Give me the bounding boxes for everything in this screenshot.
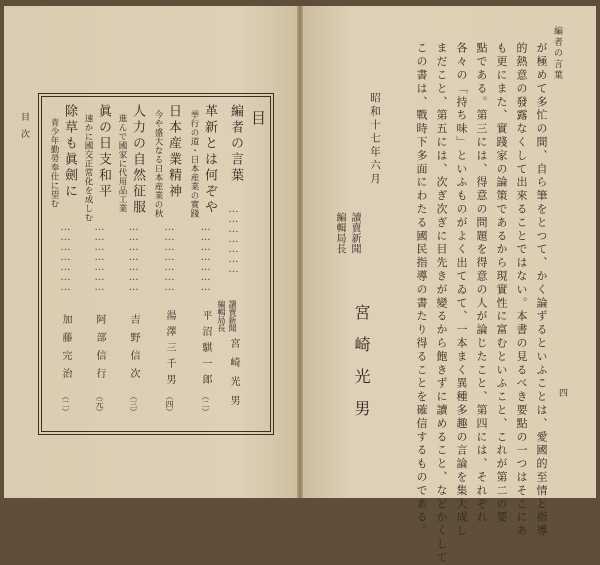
toc-leader-dots: ………………… — [164, 222, 175, 292]
body-line: が極めて多忙の間、自ら筆をとつて、かく論ずるといふことは、愛國的至情と指導 — [535, 42, 548, 538]
toc-entry-editors-words[interactable] — [216, 104, 250, 422]
toc-entry-subtitle: 挙行の道・日本産業の實踐 — [189, 110, 199, 218]
toc-leader-dots: ………………… — [60, 222, 71, 292]
toc-entry-nisshi-wahei[interactable] — [80, 104, 114, 422]
body-line: まだこと、第五には、次ぎ次ぎに目先きが變るから飽きずに讀めること、などかくして — [435, 42, 448, 565]
toc-leader-dots: ………………… — [228, 204, 239, 274]
toc-entry-page: （二） — [61, 392, 70, 416]
toc-entry-author: 阿部信行 — [94, 314, 105, 386]
running-head: 編者の言葉 — [552, 26, 562, 81]
toc-entry-jinryoku[interactable] — [114, 104, 148, 422]
toc-entry-affiliation: 讀賣新聞 編輯局長 — [217, 300, 237, 332]
toc-entry-author: 吉野信次 — [128, 314, 139, 386]
toc-entry-subtitle: 今や盛大なる日本産業の秋 — [153, 110, 163, 218]
body-line: も更にまた、實踐家の論策であるから現實性に富むといふこと、これが第二の要 — [495, 42, 508, 525]
toc-entry-subtitle: 青少年勤勞奉仕に望む — [49, 118, 59, 208]
toc-entry-sangyo-seishin[interactable] — [150, 104, 184, 422]
body-line: この書は、戰時下多面にわたる國民指導の書たり得ることを確信するものである。 — [415, 42, 428, 538]
margin-heading: 目次 — [19, 112, 29, 146]
toc-entry-author: 宮崎光男 — [228, 338, 239, 414]
toc-entry-title: 眞の日支和平 — [96, 104, 111, 200]
book-gutter — [297, 6, 303, 498]
toc-leader-dots: ………………… — [128, 222, 139, 292]
preface-date: 昭和十七年六月 — [369, 92, 381, 187]
toc-entry-page: （三） — [129, 392, 138, 416]
page-number: 四 — [557, 388, 567, 397]
toc-leader-dots: ………………… — [200, 222, 211, 292]
toc-entry-page: （二） — [201, 392, 210, 416]
toc-entry-subtitle: 速かに國交正常化を成しむ — [83, 114, 93, 222]
toc-entry-josou[interactable] — [46, 104, 80, 422]
toc-entry-subtitle: 進んで國家に代用品工業 — [117, 114, 127, 213]
toc-entry-title: 除草も眞劍に — [62, 104, 77, 200]
toc-entry-title: 人力の自然征服 — [130, 104, 145, 216]
toc-entry-author: 湯澤三千男 — [164, 310, 175, 390]
toc-entry-title: 編者の言葉 — [228, 104, 243, 184]
body-line: 點である。第三には、得意の問題を得意の人が論じたこと、第四には、それぞれ — [475, 42, 488, 525]
signature-affiliation: 讀賣新聞 編輯局長 — [334, 212, 360, 254]
toc-entry-author: 加藤完治 — [60, 314, 71, 386]
signature-name: 宮崎光男 — [352, 304, 371, 432]
toc-title: 目 — [249, 110, 267, 139]
toc-entry-page: （元） — [95, 392, 104, 416]
toc-entry-kakushin[interactable] — [186, 104, 220, 422]
toc-leader-dots: ………………… — [94, 222, 105, 292]
toc-entry-author: 平沼騏一郎 — [200, 310, 211, 390]
toc-entry-title: 日本産業精神 — [166, 104, 181, 200]
toc-entry-page: （四） — [165, 392, 174, 416]
body-line: 的熱意の發露なくして出來ることではない。本書の見るべき要點の一つはそこにあ — [515, 42, 528, 538]
body-line: 各々の「持ち味」といふものがよく出てゐて、一本まく異種多趣の言論を集大成し — [455, 42, 468, 538]
toc-entry-title: 革新とは何ぞや — [202, 104, 217, 216]
